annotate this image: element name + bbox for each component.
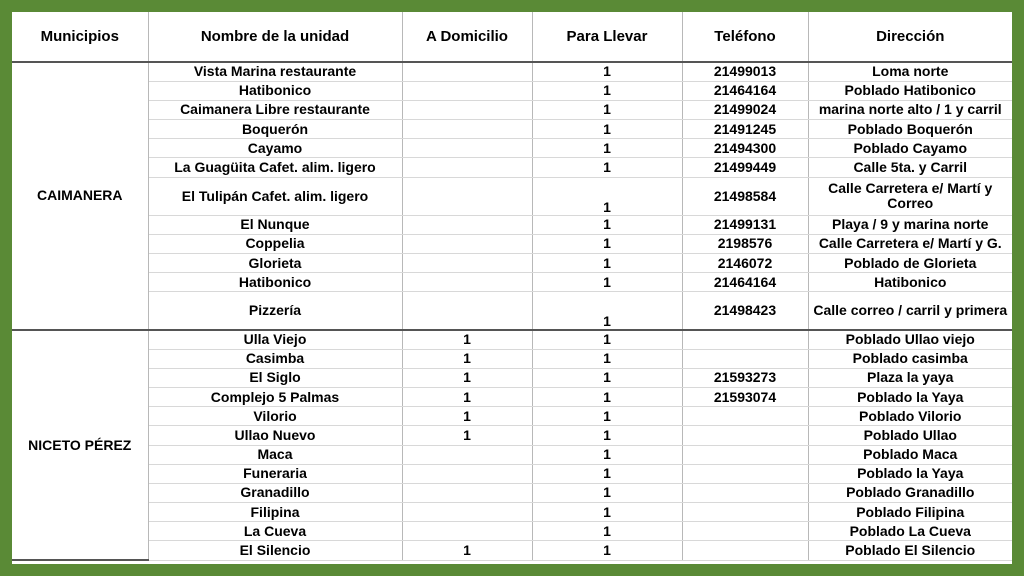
header-domicilio: A Domicilio <box>402 12 532 62</box>
cell-nombre: Ulla Viejo <box>148 330 402 349</box>
cell-telefono: 21494300 <box>682 139 808 158</box>
cell-domicilio <box>402 120 532 139</box>
cell-llevar: 1 <box>532 445 682 464</box>
cell-llevar: 1 <box>532 120 682 139</box>
table-row <box>12 387 1012 406</box>
table-row <box>12 541 1012 560</box>
table-sheet <box>12 12 1012 564</box>
table-row <box>12 273 1012 292</box>
table-row <box>12 407 1012 426</box>
cell-domicilio <box>402 254 532 273</box>
cell-direccion: Poblado Ullao viejo <box>808 330 1012 349</box>
table-row <box>12 62 1012 81</box>
cell-telefono <box>682 330 808 349</box>
cell-nombre: Boquerón <box>148 120 402 139</box>
cell-direccion: Poblado la Yaya <box>808 464 1012 483</box>
cell-telefono: 21491245 <box>682 120 808 139</box>
table-row <box>12 445 1012 464</box>
cell-llevar: 1 <box>532 234 682 253</box>
cell-direccion: Poblado Cayamo <box>808 139 1012 158</box>
cell-telefono <box>682 503 808 522</box>
table-body <box>12 62 1012 560</box>
cell-municipio: NICETO PÉREZ <box>12 330 148 560</box>
header-row <box>12 12 1012 62</box>
cell-nombre: Glorieta <box>148 254 402 273</box>
cell-telefono: 21593273 <box>682 368 808 387</box>
cell-telefono: 2146072 <box>682 254 808 273</box>
header-llevar: Para Llevar <box>532 12 682 62</box>
cell-domicilio: 1 <box>402 541 532 560</box>
cell-direccion: Playa / 9 y marina norte <box>808 215 1012 234</box>
cell-telefono: 21464164 <box>682 273 808 292</box>
cell-nombre: Hatibonico <box>148 273 402 292</box>
cell-domicilio <box>402 234 532 253</box>
cell-direccion: Poblado Ullao <box>808 426 1012 445</box>
cell-llevar: 1 <box>532 407 682 426</box>
cell-direccion: Poblado Hatibonico <box>808 81 1012 100</box>
header-municipios: Municipios <box>12 12 148 62</box>
cell-llevar: 1 <box>532 254 682 273</box>
cell-nombre: Maca <box>148 445 402 464</box>
cell-nombre: Coppelia <box>148 234 402 253</box>
cell-direccion: Hatibonico <box>808 273 1012 292</box>
cell-direccion: Poblado de Glorieta <box>808 254 1012 273</box>
cell-direccion: Loma norte <box>808 62 1012 81</box>
cell-llevar: 1 <box>532 541 682 560</box>
header-direccion: Dirección <box>808 12 1012 62</box>
cell-telefono: 21498423 <box>682 292 808 330</box>
cell-nombre: Vilorio <box>148 407 402 426</box>
header-nombre: Nombre de la unidad <box>148 12 402 62</box>
cell-nombre: El Siglo <box>148 368 402 387</box>
table-row <box>12 100 1012 119</box>
cell-telefono: 2198576 <box>682 234 808 253</box>
cell-direccion: Poblado Maca <box>808 445 1012 464</box>
cell-telefono <box>682 349 808 368</box>
table-row <box>12 292 1012 330</box>
cell-telefono: 21593074 <box>682 387 808 406</box>
cell-llevar: 1 <box>532 483 682 502</box>
cell-direccion: Calle correo / carril y primera <box>808 292 1012 330</box>
cell-domicilio <box>402 503 532 522</box>
cell-telefono <box>682 445 808 464</box>
table-row <box>12 139 1012 158</box>
table-row <box>12 177 1012 215</box>
cell-domicilio <box>402 292 532 330</box>
cell-domicilio: 1 <box>402 349 532 368</box>
cell-direccion: Poblado Boquerón <box>808 120 1012 139</box>
cell-llevar: 1 <box>532 100 682 119</box>
table-row <box>12 522 1012 541</box>
cell-llevar: 1 <box>532 81 682 100</box>
cell-llevar: 1 <box>532 62 682 81</box>
cell-domicilio <box>402 81 532 100</box>
cell-direccion: Plaza la yaya <box>808 368 1012 387</box>
cell-direccion: Calle Carretera e/ Martí y Correo <box>808 177 1012 215</box>
cell-telefono <box>682 426 808 445</box>
table-row <box>12 158 1012 177</box>
cell-nombre: Hatibonico <box>148 81 402 100</box>
cell-llevar: 1 <box>532 464 682 483</box>
cell-telefono: 21499131 <box>682 215 808 234</box>
cell-llevar: 1 <box>532 330 682 349</box>
cell-nombre: La Guagüita Cafet. alim. ligero <box>148 158 402 177</box>
cell-llevar: 1 <box>532 426 682 445</box>
cell-llevar: 1 <box>532 387 682 406</box>
table-row <box>12 120 1012 139</box>
cell-telefono: 21499013 <box>682 62 808 81</box>
table-row <box>12 464 1012 483</box>
cell-domicilio <box>402 100 532 119</box>
table-row <box>12 234 1012 253</box>
table-row <box>12 330 1012 349</box>
cell-llevar: 1 <box>532 292 682 330</box>
table-row <box>12 81 1012 100</box>
cell-llevar: 1 <box>532 139 682 158</box>
table-row <box>12 368 1012 387</box>
cell-nombre: Funeraria <box>148 464 402 483</box>
cell-nombre: Pizzería <box>148 292 402 330</box>
cell-direccion: Calle 5ta. y Carril <box>808 158 1012 177</box>
table-row <box>12 349 1012 368</box>
cell-domicilio <box>402 464 532 483</box>
table-row <box>12 426 1012 445</box>
cell-domicilio: 1 <box>402 387 532 406</box>
cell-domicilio: 1 <box>402 407 532 426</box>
cell-telefono <box>682 522 808 541</box>
cell-domicilio: 1 <box>402 368 532 387</box>
cell-domicilio <box>402 215 532 234</box>
cell-llevar: 1 <box>532 522 682 541</box>
cell-llevar: 1 <box>532 177 682 215</box>
cell-nombre: Complejo 5 Palmas <box>148 387 402 406</box>
cell-llevar: 1 <box>532 158 682 177</box>
cell-nombre: Casimba <box>148 349 402 368</box>
cell-telefono: 21499024 <box>682 100 808 119</box>
cell-domicilio: 1 <box>402 330 532 349</box>
cell-direccion: Poblado El Silencio <box>808 541 1012 560</box>
cell-direccion: Poblado Granadillo <box>808 483 1012 502</box>
cell-domicilio <box>402 445 532 464</box>
cell-direccion: Poblado La Cueva <box>808 522 1012 541</box>
cell-llevar: 1 <box>532 368 682 387</box>
cell-llevar: 1 <box>532 215 682 234</box>
cell-telefono <box>682 407 808 426</box>
cell-domicilio <box>402 177 532 215</box>
cell-direccion: marina norte alto / 1 y carril <box>808 100 1012 119</box>
cell-direccion: Poblado la Yaya <box>808 387 1012 406</box>
cell-domicilio <box>402 158 532 177</box>
cell-nombre: Cayamo <box>148 139 402 158</box>
cell-telefono <box>682 483 808 502</box>
cell-llevar: 1 <box>532 273 682 292</box>
cell-nombre: Vista Marina restaurante <box>148 62 402 81</box>
cell-llevar: 1 <box>532 503 682 522</box>
cell-direccion: Poblado casimba <box>808 349 1012 368</box>
table-row <box>12 483 1012 502</box>
header-telefono: Teléfono <box>682 12 808 62</box>
cell-domicilio <box>402 522 532 541</box>
cell-nombre: El Nunque <box>148 215 402 234</box>
cell-nombre: Caimanera Libre restaurante <box>148 100 402 119</box>
cell-domicilio <box>402 62 532 81</box>
units-table <box>12 12 1012 561</box>
cell-direccion: Calle Carretera e/ Martí y G. <box>808 234 1012 253</box>
cell-domicilio <box>402 139 532 158</box>
cell-nombre: Ullao Nuevo <box>148 426 402 445</box>
table-row <box>12 254 1012 273</box>
cell-direccion: Poblado Filipina <box>808 503 1012 522</box>
table-row <box>12 503 1012 522</box>
cell-nombre: Granadillo <box>148 483 402 502</box>
cell-domicilio: 1 <box>402 426 532 445</box>
cell-nombre: Filipina <box>148 503 402 522</box>
cell-domicilio <box>402 273 532 292</box>
cell-nombre: El Tulipán Cafet. alim. ligero <box>148 177 402 215</box>
cell-municipio: CAIMANERA <box>12 62 148 330</box>
cell-direccion: Poblado Vilorio <box>808 407 1012 426</box>
cell-nombre: La Cueva <box>148 522 402 541</box>
cell-telefono: 21464164 <box>682 81 808 100</box>
cell-telefono <box>682 541 808 560</box>
cell-llevar: 1 <box>532 349 682 368</box>
cell-telefono: 21499449 <box>682 158 808 177</box>
cell-domicilio <box>402 483 532 502</box>
cell-telefono: 21498584 <box>682 177 808 215</box>
table-row <box>12 215 1012 234</box>
cell-nombre: El Silencio <box>148 541 402 560</box>
cell-telefono <box>682 464 808 483</box>
